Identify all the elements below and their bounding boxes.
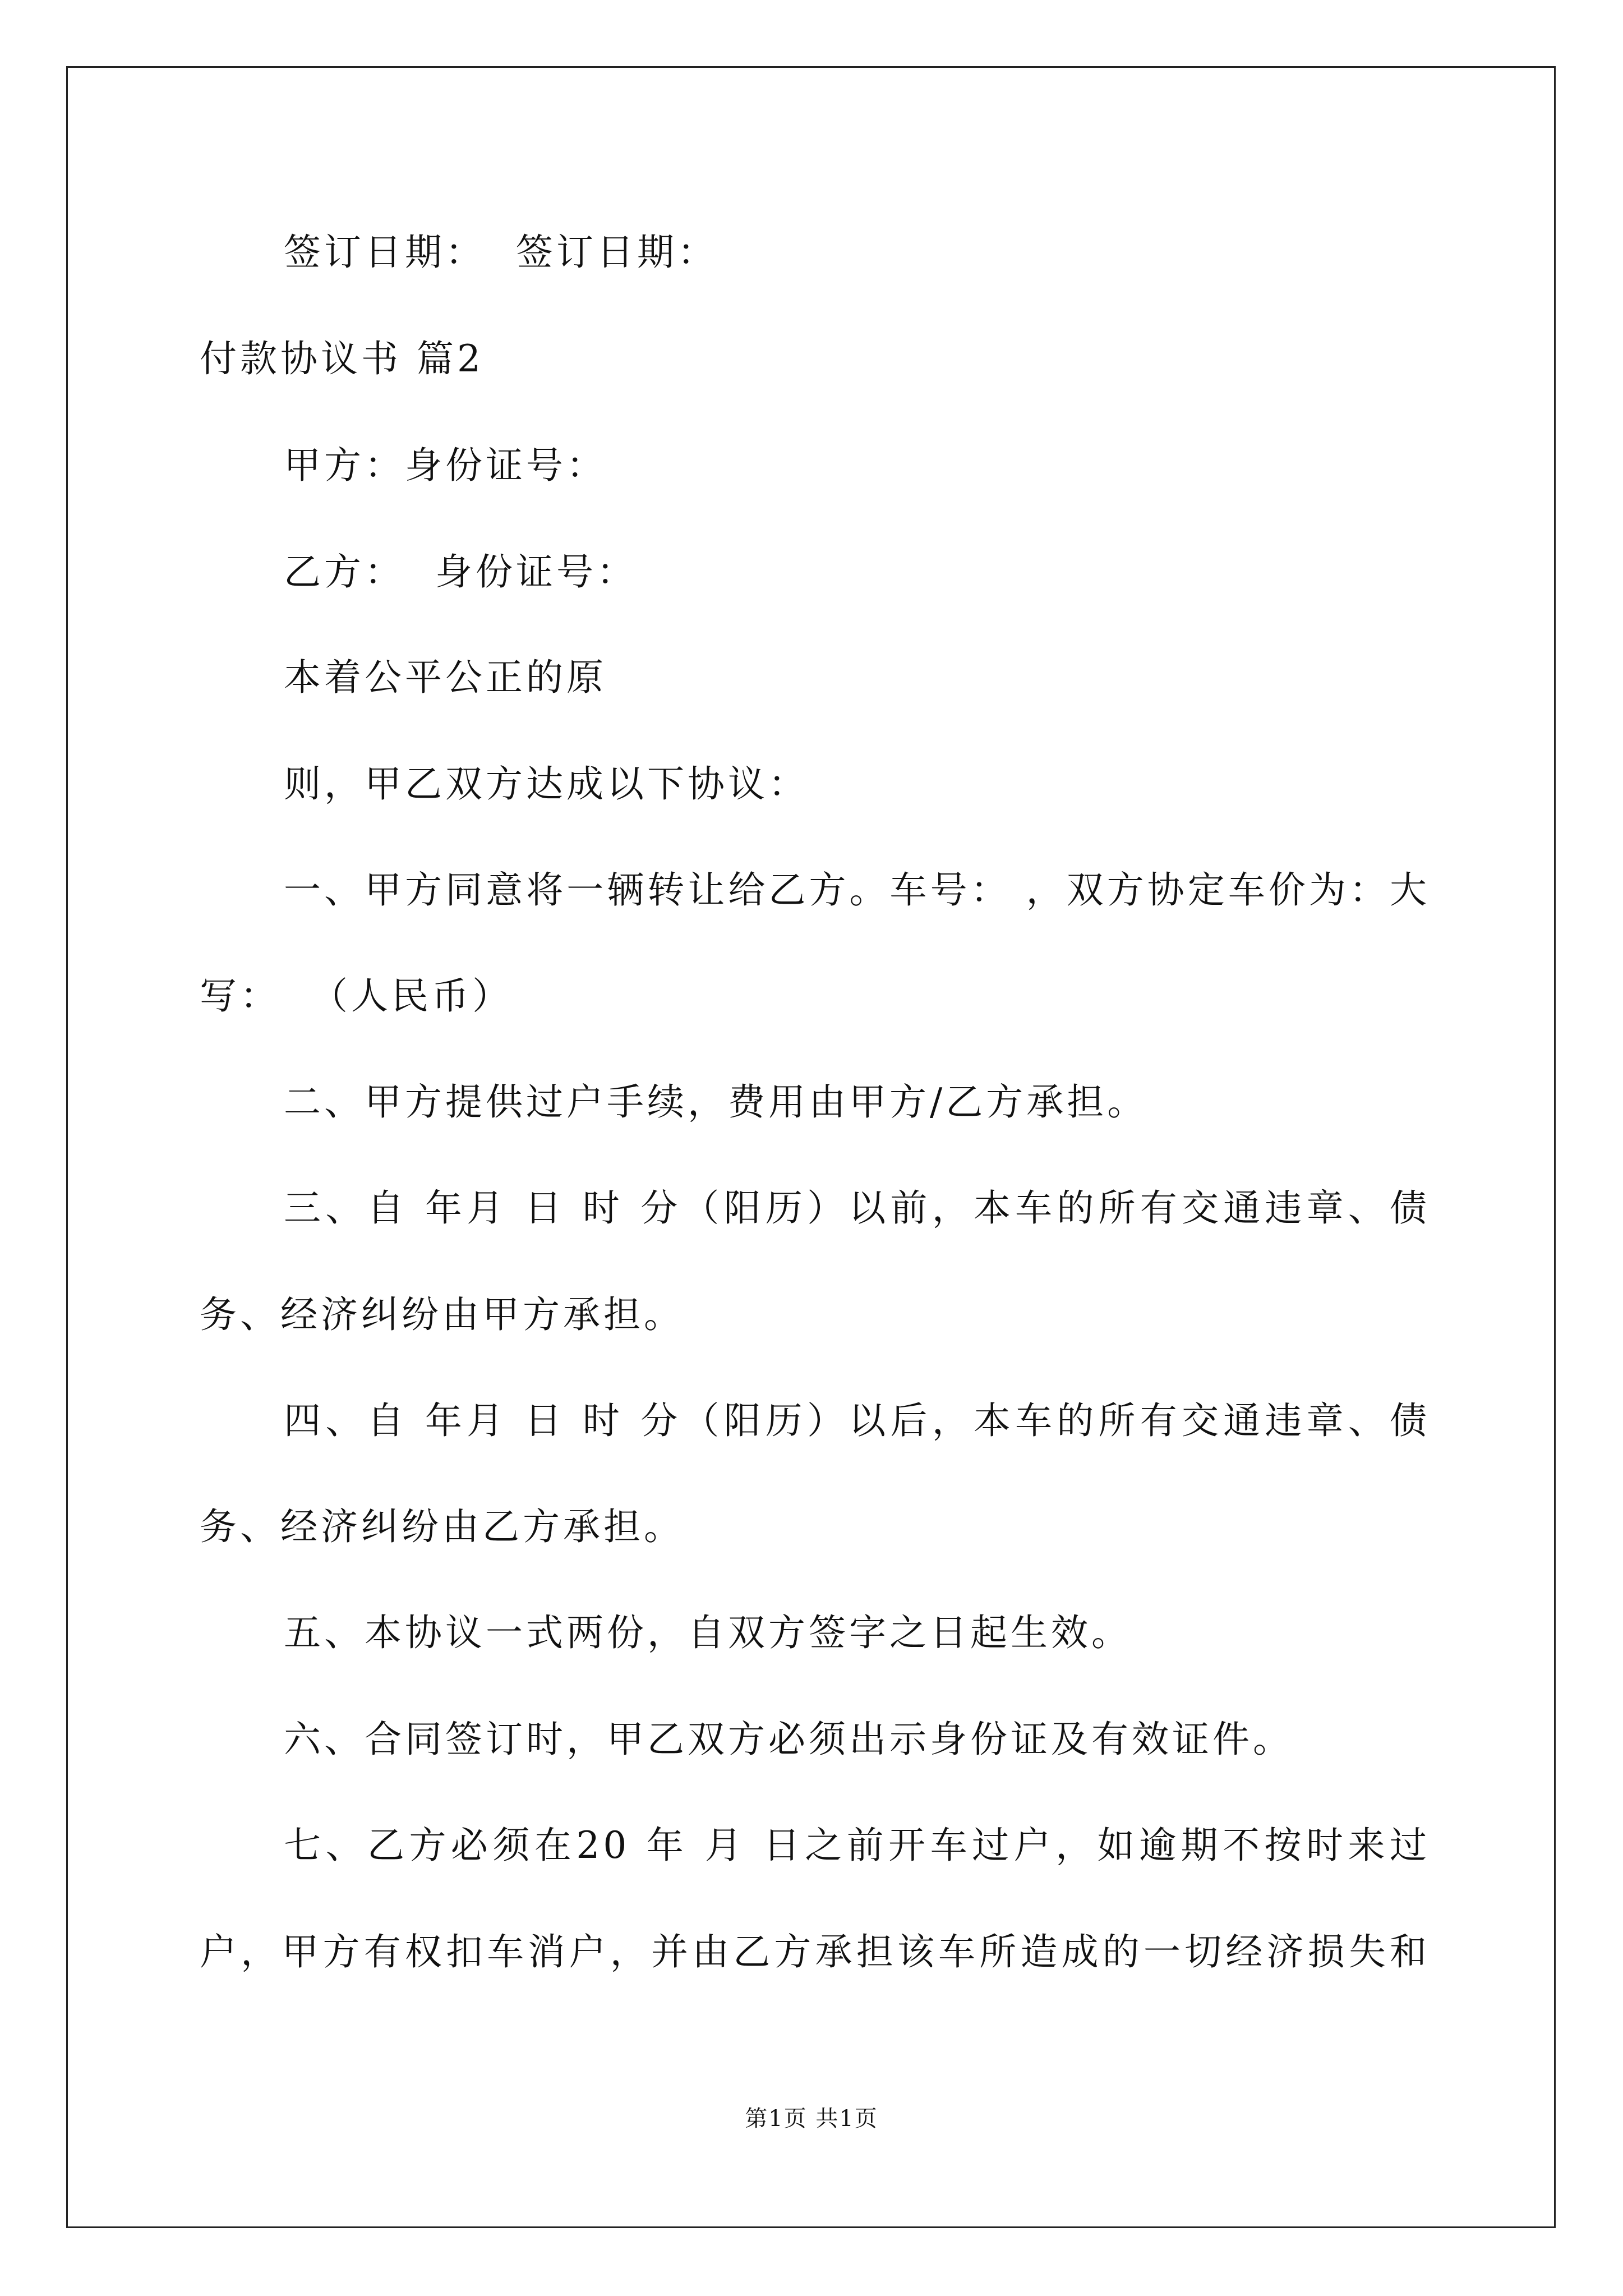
party-a-line: 甲方：身份证号： bbox=[284, 444, 607, 487]
clause-5-line: 五、本协议一式两份，自双方签字之日起生效。 bbox=[284, 1611, 1132, 1654]
page-border bbox=[66, 66, 1556, 2228]
clause-3-line-1: 三、自 年月 日 时 分（阳历）以前，本车的所有交通违章、债 bbox=[284, 1186, 1430, 1230]
clause-6-line: 六、合同签订时，甲乙双方必须出示身份证及有效证件。 bbox=[284, 1718, 1293, 1761]
section-title: 付款协议书 篇2 bbox=[200, 337, 484, 380]
party-b-line: 乙方： 身份证号： bbox=[284, 550, 637, 593]
clause-1-line-1: 一、甲方同意将一辆转让给乙方。车号： ，双方协定车价为：大 bbox=[284, 868, 1430, 912]
clause-2-line: 二、甲方提供过户手续，费用由甲方/乙方承担。 bbox=[284, 1080, 1148, 1124]
clause-4-line-1: 四、自 年月 日 时 分（阳历）以后，本车的所有交通违章、债 bbox=[284, 1399, 1430, 1442]
clause-3-line-2: 务、经济纠纷由甲方承担。 bbox=[200, 1293, 684, 1336]
clause-7-line-1: 七、乙方必须在20 年 月 日之前开车过户，如逾期不按时来过 bbox=[284, 1824, 1430, 1867]
signing-date-line: 签订日期： 签订日期： bbox=[284, 231, 718, 274]
page-footer: 第1页 共1页 bbox=[745, 2106, 878, 2132]
agreement-intro-line: 则，甲乙双方达成以下协议： bbox=[284, 762, 809, 806]
clause-7-line-2: 户，甲方有权扣车消户，并由乙方承担该车所造成的一切经济损失和 bbox=[200, 1930, 1430, 1973]
clause-1-line-2: 写： （人民币） bbox=[200, 974, 513, 1018]
principle-line: 本着公平公正的原 bbox=[284, 656, 607, 699]
clause-4-line-2: 务、经济纠纷由乙方承担。 bbox=[200, 1505, 684, 1548]
